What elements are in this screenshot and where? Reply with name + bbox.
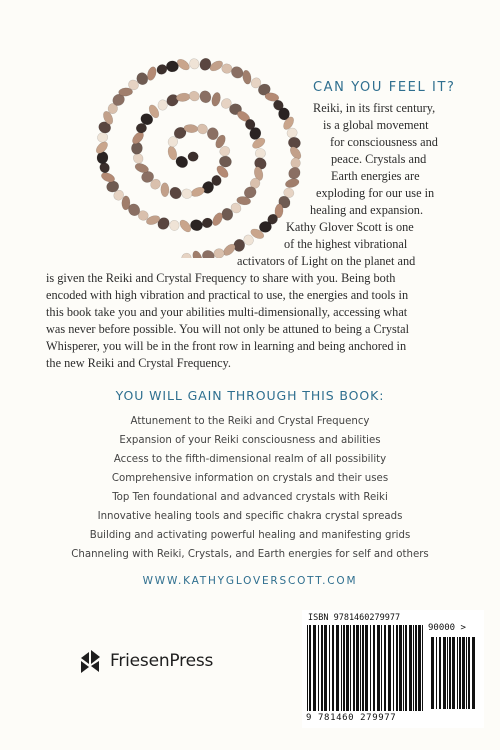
barcode-bar [324, 625, 327, 711]
pebble [169, 220, 179, 231]
pebble [187, 89, 201, 103]
pebble [208, 59, 224, 73]
paragraph-line: the new Reiki and Crystal Frequency. [46, 356, 231, 370]
barcode-bar [353, 625, 355, 711]
isbn-barcode [302, 610, 484, 728]
barcode-bar [384, 625, 386, 711]
paragraph-line: Reiki, in its first century, [313, 101, 436, 115]
pebble [188, 58, 200, 71]
pebble [180, 252, 192, 258]
barcode-bar [356, 625, 359, 711]
barcode-bar [431, 637, 434, 709]
barcode-bar [462, 637, 465, 709]
benefit-item: Top Ten foundational and advanced crystals with Reiki [112, 492, 388, 503]
ean-barcode-bars [306, 625, 426, 713]
paragraph-line: for consciousness and [330, 135, 438, 149]
isbn-label: ISBN 9781460279977 [308, 613, 401, 623]
publisher-logo [78, 648, 213, 674]
paragraph-line: exploding for our use in [316, 186, 435, 200]
benefits-heading: YOU WILL GAIN THROUGH THIS BOOK: [115, 388, 385, 403]
barcode-bar [405, 625, 407, 711]
barcode-bar [418, 625, 421, 711]
barcode-bar [360, 625, 361, 711]
benefit-item: Building and activating powerful healing and manifesting grids [89, 530, 411, 541]
pebble [291, 158, 301, 168]
barcode-bar [452, 637, 455, 709]
pebble [191, 250, 204, 258]
barcode-bar [409, 625, 412, 711]
pebble [189, 218, 203, 231]
barcode-bar [466, 637, 467, 709]
paragraph-line: healing and expansion. [310, 203, 424, 217]
paragraph-line: peace. Crystals and [331, 152, 427, 166]
barcode-bar [350, 625, 351, 711]
pebble-spiral-image [70, 48, 310, 258]
barcode-bar [346, 625, 349, 711]
benefits-list [0, 412, 500, 564]
pebble [161, 183, 169, 197]
pebble [188, 152, 198, 162]
barcode-bar [318, 625, 319, 711]
pebble [97, 132, 109, 143]
price-barcode-bars [430, 637, 480, 711]
pebble [255, 148, 266, 158]
benefit-item: Access to the fifth-dimensional realm of all possibility [113, 454, 387, 465]
benefit-item: Innovative healing tools and specific chakra crystal spreads [97, 511, 403, 522]
barcode-bar [332, 625, 334, 711]
barcode-bar [313, 625, 316, 711]
publisher-name: FriesenPress [110, 651, 214, 671]
barcode-bar [321, 625, 323, 711]
barcode-bar [459, 637, 461, 709]
barcode-bar [399, 625, 402, 711]
paragraph-line: is a global movement [323, 118, 429, 132]
barcode-bar [443, 637, 446, 709]
barcode-bar [377, 625, 380, 711]
barcode-bar [403, 625, 404, 711]
paragraph-line: Earth energies are [331, 169, 420, 183]
price-code: 90000 > [428, 623, 466, 633]
barcode-bar [439, 637, 441, 709]
barcode-number: 9 781460 279977 [306, 713, 397, 723]
barcode-bar [415, 625, 417, 711]
barcode-bar [309, 625, 311, 711]
barcode-bar [447, 637, 448, 709]
barcode-bar [472, 637, 475, 709]
friesenpress-mark-icon [78, 648, 104, 674]
pebble [210, 92, 221, 108]
benefit-item: Comprehensive information on crystals and their uses [111, 473, 389, 484]
benefit-item: Attunement to the Reiki and Crystal Frequency [130, 416, 370, 427]
barcode-bar [436, 637, 437, 709]
barcode-bar [336, 625, 339, 711]
barcode-bar [381, 625, 382, 711]
barcode-bar [457, 637, 458, 709]
paragraph-line: was never before possible. You will not only be attuned to being a Crystal [46, 322, 410, 336]
paragraph-line: activators of Light on the planet and [237, 254, 416, 268]
benefit-item: Channeling with Reiki, Crystals, and Earth energies for self and others [71, 549, 429, 560]
paragraph-line: is given the Reiki and Crystal Frequency to share with you. Being both [46, 271, 396, 285]
barcode-bar [393, 625, 394, 711]
barcode-bar [329, 625, 330, 711]
barcode-bar [468, 637, 470, 709]
barcode-bar [307, 625, 308, 711]
author-website: WWW.KATHYGLOVERSCOTT.COM [142, 575, 358, 587]
paragraph-line: encoded with high vibration and practical to use, the energies and tools in [46, 288, 409, 302]
cover-heading: CAN YOU FEEL IT? [313, 80, 456, 95]
barcode-bar [388, 625, 391, 711]
benefit-item: Expansion of your Reiki consciousness and abilities [119, 435, 381, 446]
paragraph-line: Whisperer, you will be in the front row in learning and being anchored in [46, 339, 407, 353]
paragraph-line: this book take you and your abilities multi-dimensionally, accessing what [46, 305, 408, 319]
barcode-bar [422, 625, 423, 711]
pebble [166, 61, 178, 72]
paragraph-line: Kathy Glover Scott is one [286, 220, 414, 234]
barcode-bar [449, 637, 451, 709]
barcode-bar [341, 625, 342, 711]
pebble [221, 63, 232, 74]
barcode-bar [413, 625, 414, 711]
barcode-bar [396, 625, 398, 711]
pebble [181, 188, 194, 200]
paragraph-line: of the highest vibrational [284, 237, 408, 251]
pebble [168, 185, 184, 201]
barcode-bar [370, 625, 371, 711]
pebble [284, 177, 300, 189]
barcode-bar [365, 625, 368, 711]
pebble [213, 248, 224, 258]
pebble [201, 216, 214, 229]
pebble [242, 70, 253, 85]
barcode-bar [362, 625, 364, 711]
pebble [198, 89, 213, 105]
barcode-bar [343, 625, 345, 711]
barcode-bar [373, 625, 375, 711]
